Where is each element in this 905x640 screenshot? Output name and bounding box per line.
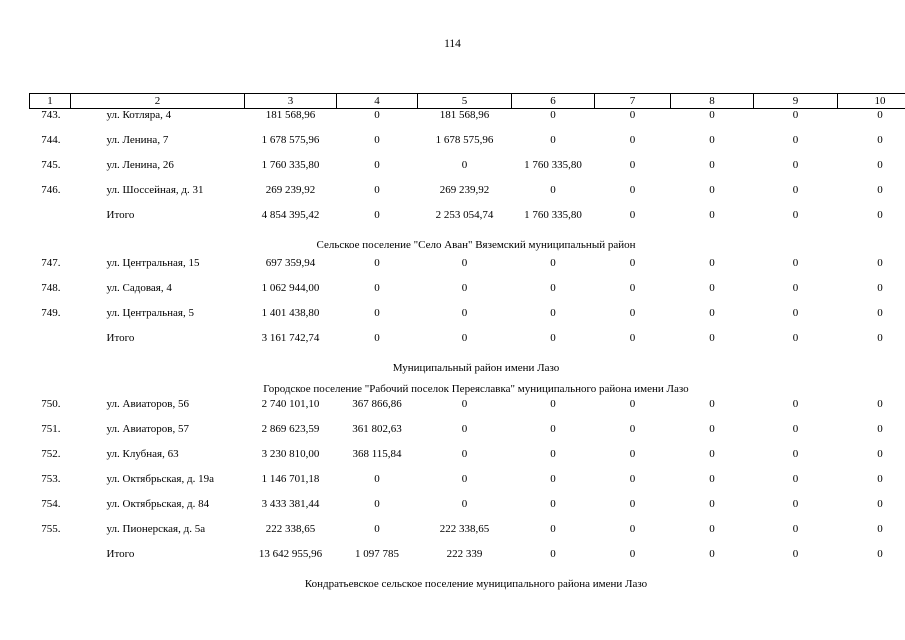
section-heading: Кондратьевское сельское поселение муниципального района имени Лазо [304,578,648,590]
cell-value: 0 [877,523,883,535]
column-header: 6 [512,94,595,109]
cell-value: 0 [792,332,799,344]
cell-value: 1 760 335,80 [524,209,582,221]
row-number [30,209,71,234]
row-number: 750. [41,398,61,410]
cell-value: 0 [709,209,715,221]
column-header: 7 [595,94,671,109]
cell-value: 0 [550,134,556,146]
cell-value: 0 [877,257,883,269]
cell-value: 0 [629,473,636,485]
cell-value: 0 [877,398,883,410]
cell-value: 0 [709,473,715,485]
cell-value: 0 [629,448,636,460]
cell-value: 367 866,86 [352,398,402,410]
cell-value: 0 [629,307,636,319]
cell-value: 361 802,63 [352,423,402,435]
cell-value: 1 062 944,00 [261,282,320,294]
cell-value: 0 [461,159,468,171]
cell-value: 0 [877,282,883,294]
cell-value: 0 [550,448,556,460]
cell-value: 222 339 [446,548,483,560]
table-row [30,307,905,332]
row-number: 755. [41,523,61,535]
cell-value: 0 [709,548,715,560]
cell-value: 0 [629,548,636,560]
cell-value: 2 740 101,10 [261,398,320,410]
cell-value: 0 [629,523,636,535]
cell-value: 0 [461,448,468,460]
cell-value: 181 568,96 [439,109,490,121]
cell-value: 0 [461,307,468,319]
cell-value: 0 [877,498,883,510]
cell-value: 0 [792,307,799,319]
cell-value: 0 [792,473,799,485]
row-number: 743. [41,109,61,121]
cell-value: 0 [709,523,715,535]
cell-value: 0 [461,498,468,510]
table-row [30,398,905,423]
cell-value: 0 [550,548,556,560]
section-subheading: Городское поселение "Рабочий поселок Переяславка" муниципального района имени Лазо [263,382,689,395]
cell-value: 0 [550,282,556,294]
total-row [30,548,905,573]
cell-value: 0 [709,398,715,410]
cell-value: 0 [461,282,468,294]
cell-value: 0 [374,307,380,319]
cell-value: 0 [629,257,636,269]
cell-value: 0 [550,184,556,196]
table-row [30,523,905,548]
row-number: 746. [41,184,61,196]
cell-value: 0 [877,159,883,171]
cell-value: 0 [792,282,799,294]
cell-value: 0 [709,109,715,121]
cell-value: 2 253 054,74 [435,209,494,221]
row-number: 752. [41,448,61,460]
cell-value: 0 [792,398,799,410]
cell-value: 0 [374,523,380,535]
row-address: ул. Котляра, 4 [106,109,172,121]
section-heading: Сельское поселение "Село Аван" Вяземский муниципальный район [316,239,636,251]
table-row [30,473,905,498]
cell-value: 0 [374,282,380,294]
cell-value: 1 678 575,96 [435,134,494,146]
cell-value: 0 [461,398,468,410]
report-body [30,94,905,597]
table-row [30,159,905,184]
column-header-row [30,94,905,109]
row-address: ул. Клубная, 63 [106,448,179,460]
cell-value: 0 [629,134,636,146]
total-row [30,209,905,234]
table-row [30,257,905,282]
table-row [30,282,905,307]
cell-value: 0 [374,498,380,510]
section-heading: Муниципальный район имени Лазо [392,362,560,374]
row-address: ул. Шоссейная, д. 31 [106,184,204,196]
cell-value: 0 [792,548,799,560]
cell-value: 0 [792,134,799,146]
cell-value: 0 [550,257,556,269]
cell-value: 0 [877,448,883,460]
cell-value: 1 760 335,80 [524,159,582,171]
cell-value: 0 [792,159,799,171]
row-number [30,548,71,573]
cell-value: 0 [461,332,468,344]
row-address: ул. Садовая, 4 [106,282,172,294]
cell-value: 368 115,84 [352,448,402,460]
table-row [30,498,905,523]
cell-value: 0 [461,257,468,269]
cell-value: 269 239,92 [265,184,316,196]
row-number: 747. [41,257,61,269]
cell-value: 0 [461,473,468,485]
section-heading-row [30,357,905,380]
row-address: ул. Центральная, 5 [106,307,194,319]
cell-value: 0 [792,109,799,121]
row-number: 744. [41,134,61,146]
cell-value: 1 146 701,18 [261,473,320,485]
row-address: ул. Центральная, 15 [106,257,200,269]
cell-value: 0 [877,473,883,485]
cell-value: 0 [374,159,380,171]
section-heading-row [30,234,905,257]
section-heading-row [30,380,905,398]
cell-value: 0 [374,109,380,121]
row-number: 753. [41,473,61,485]
cell-value: 0 [709,159,715,171]
report-table [29,93,905,596]
cell-value: 0 [550,109,556,121]
cell-value: 0 [709,307,715,319]
table-row [30,423,905,448]
cell-value: 0 [877,184,883,196]
cell-value: 0 [709,282,715,294]
cell-value: 0 [877,134,883,146]
row-number: 754. [41,498,61,510]
cell-value: 1 097 785 [355,548,399,560]
column-header: 2 [71,94,245,109]
cell-value: 0 [792,257,799,269]
cell-value: 0 [877,332,883,344]
cell-value: 0 [374,209,380,221]
column-header: 5 [418,94,512,109]
row-address: ул. Ленина, 7 [106,134,169,146]
cell-value: 0 [792,209,799,221]
row-address: Итого [106,548,135,560]
cell-value: 0 [374,257,380,269]
cell-value: 1 401 438,80 [261,307,320,319]
cell-value: 0 [374,184,380,196]
cell-value: 0 [877,209,883,221]
column-header: 10 [838,94,905,109]
row-address: ул. Октябрьская, д. 84 [106,498,210,510]
table-row [30,134,905,159]
cell-value: 0 [629,159,636,171]
row-number: 745. [41,159,61,171]
cell-value: 181 568,96 [265,109,316,121]
table-row [30,184,905,209]
cell-value: 0 [709,498,715,510]
cell-value: 0 [792,448,799,460]
row-address: ул. Пионерская, д. 5а [106,523,206,535]
row-number: 748. [41,282,61,294]
section-heading-row [30,573,905,596]
cell-value: 0 [550,423,556,435]
cell-value: 0 [374,134,380,146]
cell-value: 0 [629,209,636,221]
cell-value: 2 869 623,59 [261,423,320,435]
row-address: ул. Октябрьская, д. 19а [106,473,214,485]
cell-value: 0 [550,398,556,410]
row-address: ул. Авиаторов, 57 [106,423,189,435]
column-header: 9 [754,94,838,109]
cell-value: 0 [877,423,883,435]
row-number: 751. [41,423,61,435]
cell-value: 1 760 335,80 [261,159,320,171]
cell-value: 3 433 381,44 [261,498,320,510]
cell-value: 0 [709,257,715,269]
cell-value: 0 [792,523,799,535]
cell-value: 0 [461,423,468,435]
cell-value: 269 239,92 [439,184,490,196]
cell-value: 13 642 955,96 [258,548,323,560]
cell-value: 0 [877,109,883,121]
cell-value: 3 230 810,00 [261,448,320,460]
column-header: 4 [337,94,418,109]
table-row [30,109,905,135]
cell-value: 0 [709,134,715,146]
cell-value: 4 854 395,42 [261,209,320,221]
cell-value: 0 [550,498,556,510]
cell-value: 0 [629,184,636,196]
cell-value: 0 [629,332,636,344]
column-header: 1 [30,94,71,109]
cell-value: 1 678 575,96 [261,134,320,146]
cell-value: 697 359,94 [265,257,316,269]
row-address: ул. Авиаторов, 56 [106,398,189,410]
row-number: 749. [41,307,61,319]
cell-value: 0 [550,473,556,485]
total-row [30,332,905,357]
column-header: 3 [245,94,337,109]
cell-value: 0 [629,498,636,510]
cell-value: 0 [877,307,883,319]
row-number [30,332,71,357]
cell-value: 0 [792,498,799,510]
cell-value: 0 [792,423,799,435]
cell-value: 0 [792,184,799,196]
cell-value: 0 [550,523,556,535]
cell-value: 0 [709,332,715,344]
cell-value: 3 161 742,74 [261,332,320,344]
column-header: 8 [671,94,754,109]
cell-value: 222 338,65 [265,523,316,535]
row-address: ул. Ленина, 26 [106,159,174,171]
cell-value: 0 [629,423,636,435]
cell-value: 0 [374,473,380,485]
cell-value: 0 [709,423,715,435]
cell-value: 0 [550,307,556,319]
cell-value: 0 [709,448,715,460]
row-address: Итого [106,332,135,344]
table-row [30,448,905,473]
cell-value: 0 [629,282,636,294]
cell-value: 0 [709,184,715,196]
cell-value: 0 [629,398,636,410]
cell-value: 222 338,65 [439,523,490,535]
cell-value: 0 [877,548,883,560]
cell-value: 0 [374,332,380,344]
cell-value: 0 [629,109,636,121]
page-number: 114 [444,38,461,50]
row-address: Итого [106,209,135,221]
cell-value: 0 [550,332,556,344]
